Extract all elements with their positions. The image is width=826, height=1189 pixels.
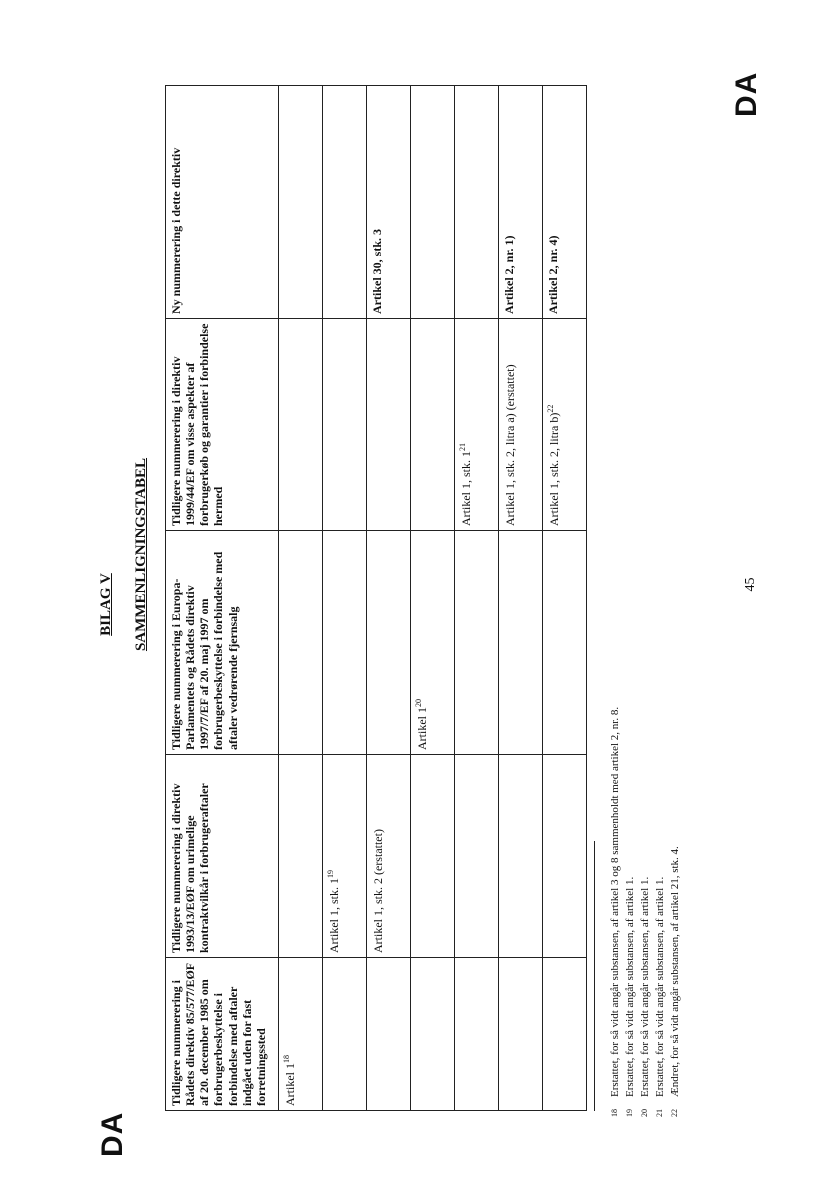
table-header-row xyxy=(166,86,279,1111)
table-cell xyxy=(499,755,543,958)
table-row xyxy=(543,86,587,1111)
table-cell xyxy=(367,319,411,531)
table-cell xyxy=(323,86,367,319)
footnote-reference: 20 xyxy=(414,699,423,707)
table-cell xyxy=(323,531,367,755)
table-cell xyxy=(279,531,323,755)
table-row xyxy=(455,86,499,1111)
table-cell xyxy=(411,958,455,1111)
table-cell xyxy=(455,958,499,1111)
table-cell xyxy=(455,86,499,319)
footnote-number: 21 xyxy=(655,1109,664,1117)
footnote-separator xyxy=(594,841,595,1111)
footnote xyxy=(608,197,623,1117)
language-code-bottom: DA xyxy=(730,71,763,117)
table-cell xyxy=(455,531,499,755)
cell-text: Artikel 1, stk. 1 xyxy=(459,451,473,526)
footnote-text: Erstattet, for så vidt angår substansen, af artikel 3 og 8 sammenholdt med artikel 2, nr. 8. xyxy=(609,706,621,1097)
table-cell xyxy=(411,319,455,531)
table-cell xyxy=(543,958,587,1111)
table-cell xyxy=(367,531,411,755)
footnote-text: Ændret, for så vidt angår substansen, af artikel 21, stk. 4. xyxy=(669,846,681,1097)
cell-text: Artikel 2, nr. 4) xyxy=(546,235,560,314)
footnote-text: Erstattet, for så vidt angår substansen, af artikel 1. xyxy=(624,876,636,1097)
footnote xyxy=(623,197,638,1117)
table-cell xyxy=(543,86,587,319)
cell-text: Artikel 2, nr. 1) xyxy=(502,235,516,314)
table-cell xyxy=(279,755,323,958)
footnote-reference: 18 xyxy=(282,1055,291,1063)
cell-text: Artikel 1, stk. 1 xyxy=(327,878,341,953)
table-cell xyxy=(323,755,367,958)
footnote xyxy=(668,197,683,1117)
table-cell xyxy=(367,86,411,319)
header-directive-1999-44: Tidligere nummerering i direktiv 1999/44/EF om visse aspekter af forbrugerkøb og garantier i forbindelse hermed xyxy=(166,319,279,531)
footnote xyxy=(638,197,653,1117)
table-cell xyxy=(543,755,587,958)
page-number: 45 xyxy=(743,577,758,592)
table-cell xyxy=(323,319,367,531)
table-cell xyxy=(367,958,411,1111)
cell-text: Artikel 1 xyxy=(283,1063,297,1106)
cell-text: Artikel 1, stk. 2, litra b) xyxy=(547,412,561,526)
table-cell xyxy=(279,86,323,319)
annex-title: BILAG V xyxy=(98,573,114,636)
table-row xyxy=(367,86,411,1111)
table-cell xyxy=(499,86,543,319)
table-cell xyxy=(543,531,587,755)
table-cell xyxy=(279,958,323,1111)
cell-text: Artikel 1, stk. 2, litra a) (erstattet) xyxy=(503,364,517,526)
header-directive-1993-13: Tidligere nummerering i direktiv 1993/13/EØF om urimelige kontraktvilkår i forbrugeraftaler xyxy=(166,755,279,958)
table-cell xyxy=(455,319,499,531)
table-cell xyxy=(499,958,543,1111)
footnote-reference: 22 xyxy=(546,404,555,413)
table-cell xyxy=(411,755,455,958)
footnote-number: 18 xyxy=(610,1109,619,1117)
footnote-text: Erstattet, for så vidt angår substansen, af artikel 1. xyxy=(639,876,651,1097)
table-row xyxy=(411,86,455,1111)
correlation-table xyxy=(165,85,587,1111)
footnotes xyxy=(608,197,683,1117)
table-cell xyxy=(543,319,587,531)
footnote-number: 20 xyxy=(640,1109,649,1117)
table-row xyxy=(279,86,323,1111)
table-title: SAMMENLIGNINGSTABEL xyxy=(133,457,149,652)
table-cell xyxy=(499,531,543,755)
footnote-reference: 19 xyxy=(326,870,335,878)
cell-text: Artikel 30, stk. 3 xyxy=(370,229,384,314)
header-directive-1997-7: Tidligere nummerering i Europa-Parlamentets og Rådets direktiv 1997/7/EF af 20. maj 1997 om forbrugerbeskyttelse i forbindelse med aftaler vedrørende fjernsalg xyxy=(166,531,279,755)
table-body xyxy=(279,86,587,1111)
footnote xyxy=(653,197,668,1117)
table-cell xyxy=(323,958,367,1111)
footnote-reference: 21 xyxy=(458,443,467,451)
cell-text: Artikel 1, stk. 2 (erstattet) xyxy=(371,829,385,953)
header-new-numbering: Ny nummerering i dette direktiv xyxy=(166,86,279,319)
table-cell xyxy=(367,755,411,958)
footnote-text: Erstattet, for så vidt angår substansen, af artikel 1. xyxy=(654,876,666,1097)
table-row xyxy=(499,86,543,1111)
table-cell xyxy=(411,86,455,319)
cell-text: Artikel 1 xyxy=(415,707,429,750)
footnote-number: 19 xyxy=(625,1109,634,1117)
footnote-number: 22 xyxy=(670,1109,679,1117)
table-cell xyxy=(279,319,323,531)
table-cell xyxy=(499,319,543,531)
table-cell xyxy=(411,531,455,755)
language-code-top: DA xyxy=(96,1111,129,1157)
table-cell xyxy=(455,755,499,958)
table-row xyxy=(323,86,367,1111)
header-directive-85-577: Tidligere nummerering i Rådets direktiv 85/577/EØF af 20. december 1985 om forbrugerbeskyttelse i forbindelse med aftaler indgået uden for fast forretningssted xyxy=(166,958,279,1111)
